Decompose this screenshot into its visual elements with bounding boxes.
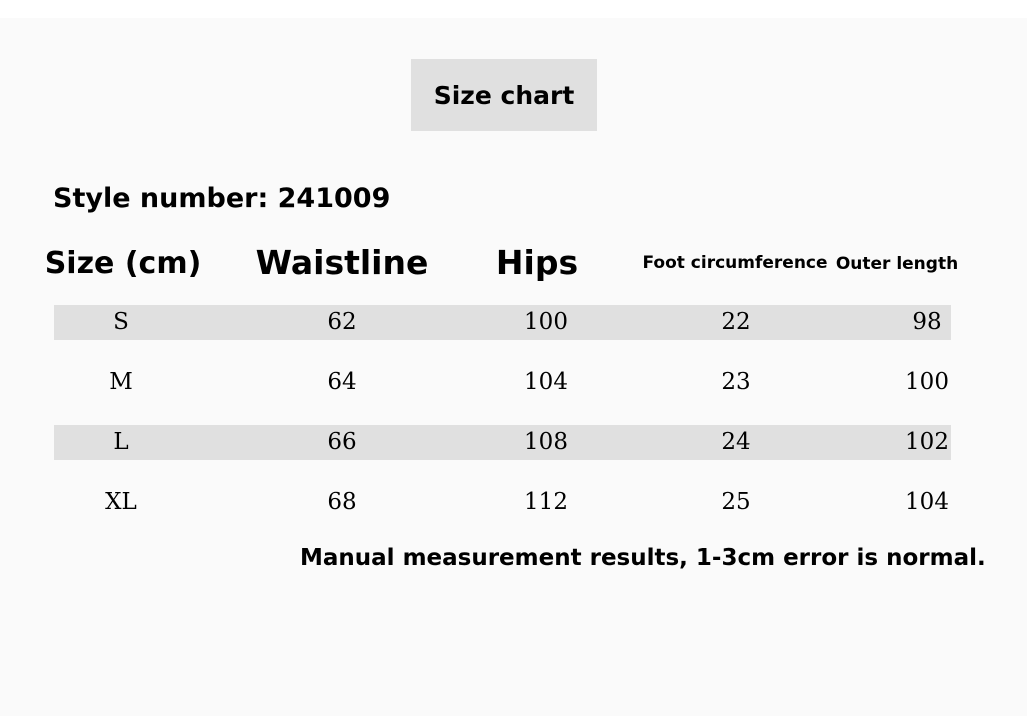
cell-outer-length: 104 [905, 489, 949, 515]
cell-hips: 112 [524, 489, 568, 515]
table-row-l [54, 425, 951, 460]
cell-outer-length: 100 [905, 369, 949, 395]
cell-size: M [109, 369, 133, 395]
cell-waistline: 66 [327, 429, 357, 455]
header-foot-circumference: Foot circumference [642, 253, 828, 273]
cell-hips: 100 [524, 309, 568, 335]
header-outer-length: Outer length [835, 254, 959, 274]
table-row-s [54, 305, 951, 340]
table-row-xl [54, 485, 951, 520]
size-chart-title: Size chart [411, 59, 597, 131]
cell-size: XL [105, 489, 137, 515]
header-waistline: Waistline [255, 243, 429, 282]
cell-waistline: 64 [327, 369, 357, 395]
cell-size: L [113, 429, 129, 455]
cell-outer-length: 98 [912, 309, 942, 335]
table-row-m [54, 365, 951, 400]
cell-size: S [113, 309, 129, 335]
header-hips: Hips [495, 243, 579, 282]
cell-waistline: 68 [327, 489, 357, 515]
header-size: Size (cm) [44, 246, 202, 281]
cell-foot-circumference: 22 [721, 309, 751, 335]
cell-hips: 104 [524, 369, 568, 395]
cell-waistline: 62 [327, 309, 357, 335]
cell-hips: 108 [524, 429, 568, 455]
cell-foot-circumference: 23 [721, 369, 751, 395]
cell-outer-length: 102 [905, 429, 949, 455]
cell-foot-circumference: 24 [721, 429, 751, 455]
cell-foot-circumference: 25 [721, 489, 751, 515]
style-number: Style number: 241009 [53, 183, 391, 214]
measurement-note: Manual measurement results, 1-3cm error is normal. [300, 545, 986, 571]
